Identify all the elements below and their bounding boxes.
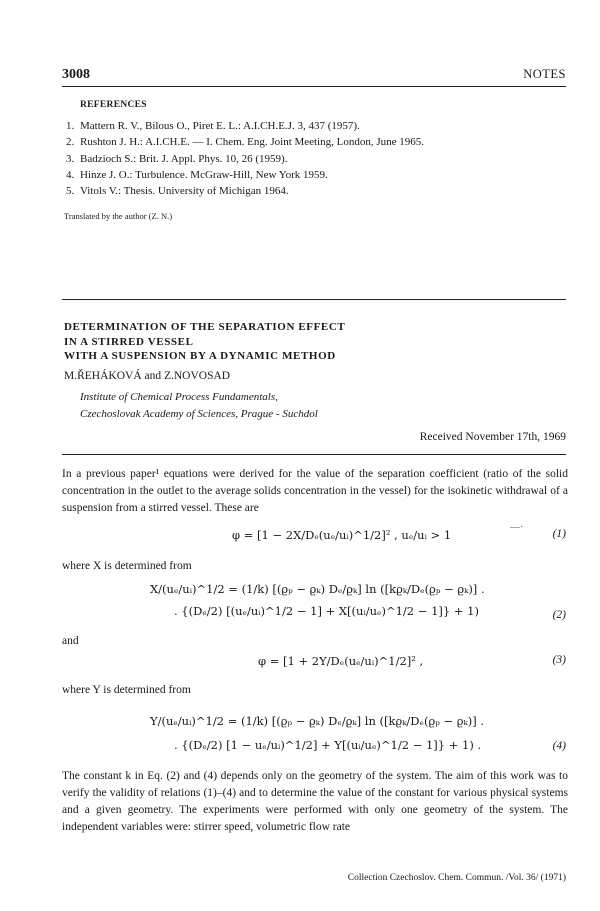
equation-1-number: (1) xyxy=(552,528,566,540)
and-text: and xyxy=(62,635,79,647)
received-rule xyxy=(62,454,566,455)
where-x-text: where X is determined from xyxy=(62,560,192,572)
reference-item: 1. Mattern R. V., Bilous O., Piret E. L.: A.I.CH.E.J. 3, 437 (1957). xyxy=(66,120,360,132)
section-divider xyxy=(62,299,566,300)
section-name: NOTES xyxy=(523,67,566,81)
reference-item: 5. Vitols V.: Thesis. University of Michigan 1964. xyxy=(66,185,289,198)
reference-list xyxy=(66,118,424,199)
received-date: Received November 17th, 1969 xyxy=(419,431,566,443)
title-line: WITH A SUSPENSION BY A DYNAMIC METHOD xyxy=(64,350,336,362)
closing-paragraph: The constant k in Eq. (2) and (4) depends only on the geometry of the system. The aim of this work was to verify the validity of relations (1)–(4) and to determine the value of the constant for various physical systems and a given geometry. The experiments were performed with only one geometry of the system. The independent variables were: stirrer speed, volumetric flow rate xyxy=(62,770,568,833)
reference-item: 4. Hinze J. O.: Turbulence. McGraw-Hill, New York 1959. xyxy=(66,168,328,181)
title-line: IN A STIRRED VESSEL xyxy=(64,335,194,348)
translator-note: Translated by the author (Z. N.) xyxy=(64,211,173,221)
equation-4-line-1: Y/(uₑ/uᵢ)^1/2 = (1/k) [(ϱₚ − ϱₖ) Dₑ/ϱₖ] ln ([kϱₖ/Dₑ(ϱₚ − ϱₖ)] . xyxy=(150,714,485,728)
reference-item: 3. Badzioch S.: Brit. J. Appl. Phys. 10, 26 (1959). xyxy=(66,152,288,165)
affiliation-line: Institute of Chemical Process Fundamentals, xyxy=(80,391,278,403)
where-y-text: where Y is determined from xyxy=(62,684,191,696)
reference-item: 2. Rushton J. H.: A.I.CH.E. — I. Chem. Eng. Joint Meeting, London, June 1965. xyxy=(66,136,425,149)
equation-3-number: (3) xyxy=(552,654,566,666)
equation-2-line-1: X/(uₑ/uᵢ)^1/2 = (1/k) [(ϱₚ − ϱₖ) Dₑ/ϱₖ] ln ([kϱₖ/Dₑ(ϱₚ − ϱₖ)] . xyxy=(150,582,485,596)
page-number: 3008 xyxy=(62,67,90,82)
authors: M.ŘEHÁKOVÁ and Z.NOVOSAD xyxy=(64,370,231,382)
header-rule xyxy=(62,86,566,87)
equation-3: φ = [1 + 2Y/Dₑ(uₑ/uᵢ)^1/2]² , xyxy=(258,654,424,668)
equation-4-number: (4) xyxy=(552,740,566,752)
affiliation-line: Czechoslovak Academy of Sciences, Prague - Suchdol xyxy=(80,407,318,420)
affiliation xyxy=(80,389,318,422)
equation-2-number: (2) xyxy=(552,609,566,621)
equation-4-line-2: . {(Dₑ/2) [1 − uₑ/uᵢ)^1/2] + Y[(uᵢ/uₑ)^1/2 − 1]} + 1) . xyxy=(174,738,482,752)
references-heading: REFERENCES xyxy=(80,100,147,110)
title-line: DETERMINATION OF THE SEPARATION EFFECT xyxy=(64,321,346,333)
equation-1: φ = [1 − 2X/Dₑ(uₑ/uᵢ)^1/2]² , uₑ/uᵢ > 1 xyxy=(232,528,452,542)
journal-footer: Collection Czechoslov. Chem. Commun. /Vol. 36/ (1971) xyxy=(347,873,566,883)
article-title xyxy=(64,320,345,364)
intro-paragraph: In a previous paper¹ equations were derived for the value of the separation coefficient (ratio of the solid concentration in the outlet to the average solids concentration in the vessel) for the isokinetic withdrawal of a suspension from a stirred vessel. These are xyxy=(62,468,568,514)
running-head xyxy=(62,66,566,83)
equation-2-line-2: . {(Dₑ/2) [(uₑ/uᵢ)^1/2 − 1] + X[(uᵢ/uₑ)^1/2 − 1]} + 1) xyxy=(174,604,479,618)
stray-mark: —· xyxy=(510,522,524,533)
